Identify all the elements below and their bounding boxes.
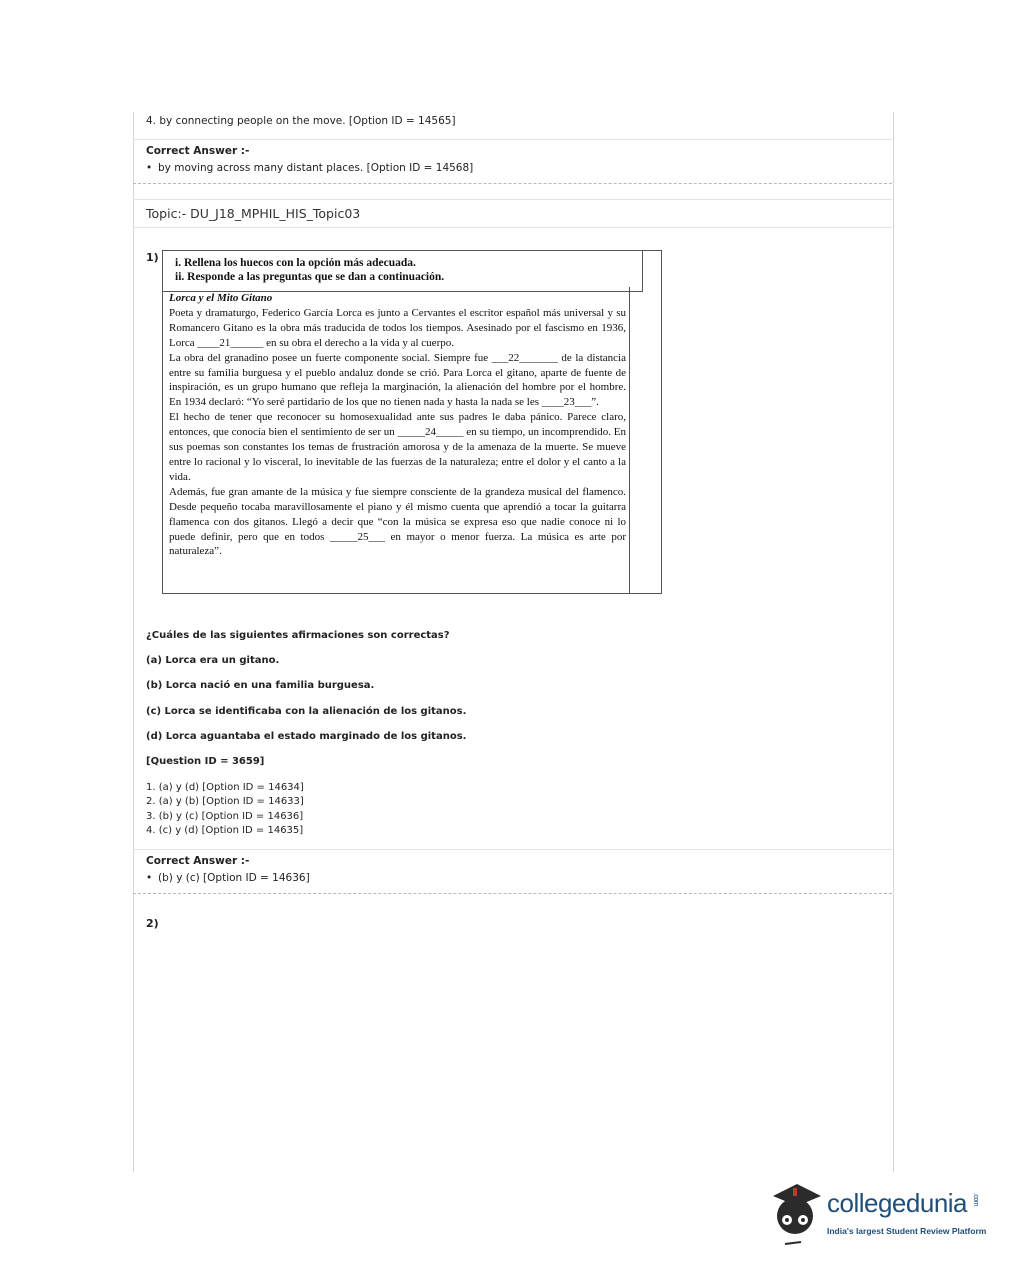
- passage: [163, 287, 630, 593]
- brand-suffix: .com: [972, 1192, 980, 1207]
- brand-name: collegedunia .com: [827, 1188, 980, 1218]
- statement-c: (c) Lorca se identificaba con la alienación de los gitanos.: [146, 706, 467, 717]
- bullet-icon: •: [146, 162, 153, 174]
- question-number: 1): [146, 251, 159, 264]
- topic-divider-top: [133, 199, 892, 200]
- option-2[interactable]: 2. (a) y (b) [Option ID = 14633]: [146, 796, 304, 807]
- topic-divider-bottom: [133, 227, 892, 228]
- correct-answer-label: Correct Answer :-: [146, 855, 250, 867]
- statement-b: (b) Lorca nació en una familia burguesa.: [146, 680, 375, 691]
- passage-paragraph: El hecho de tener que reconocer su homosexualidad ante sus padres le daba pánico. Parece claro, entonces, que conocía bien el sentimiento de ser un _____24_____ en su tiempo, un incomprendido. En sus poemas son constantes los temas de frustración amorosa y de la amenaza de la muerte. Se mueve entre lo racional y lo visceral, lo inevitable de las fuerzas de la naturaleza; entre el dolor y el canto a la vida.: [169, 411, 627, 483]
- question-2-number: 2): [146, 917, 159, 930]
- option-1[interactable]: 1. (a) y (d) [Option ID = 14634]: [146, 782, 304, 793]
- instruction-line: i. Rellena los huecos con la opción más adecuada.: [175, 257, 416, 269]
- bullet-icon: •: [146, 872, 153, 884]
- prev-correct-label: Correct Answer :-: [146, 145, 250, 157]
- correct-answer: • (b) y (c) [Option ID = 14636]: [146, 872, 310, 884]
- passage-paragraph: Poeta y dramaturgo, Federico García Lorca es junto a Cervantes el escritor español más universal y su Romancero Gitano es la obra más traducida de todos los tiempos. Asesinado por el fascismo en 1936, Lorca ____21______ en su obra el derecho a la vida y al cuerpo.: [169, 306, 626, 349]
- collegedunia-logo: [765, 1176, 995, 1246]
- statement-a: (a) Lorca era un gitano.: [146, 655, 280, 666]
- brand-tagline: India's largest Student Review Platform: [827, 1226, 987, 1236]
- instruction-line: ii. Responde a las preguntas que se dan a continuación.: [175, 271, 445, 283]
- divider: [133, 139, 892, 140]
- mascot-icon: [765, 1176, 827, 1246]
- option-4[interactable]: 4. (c) y (d) [Option ID = 14635]: [146, 825, 304, 836]
- question-text: ¿Cuáles de las siguientes afirmaciones son correctas?: [146, 630, 450, 641]
- dashed-divider: [133, 183, 892, 184]
- passage-paragraph: Además, fue gran amante de la música y fue siempre consciente de la grandeza musical del flamenco. Desde pequeño tocaba maravillosamente el piano y él mismo cuenta que aprendió a tocar la guitarra flamenca con dos gitanos. Llegó a decir que “con la música se expresa eso que nadie conoce ni lo puede definir, pero que en todos _____25___ en mayor o menor fuerza. La música es arte por naturaleza”.: [169, 485, 626, 558]
- option-3[interactable]: 3. (b) y (c) [Option ID = 14636]: [146, 811, 304, 822]
- passage-paragraph: La obra del granadino posee un fuerte componente social. Siempre fue ___22_______ de la distancia entre su familia burguesa y el pueblo andaluz donde se crió. Para Lorca el gitano, aparte de fuente de inspiración, es un grupo humano que refleja la marginación, la alienación del hombre por el hombre. En 1934 declaró: “Yo seré partidario de los que no tienen nada y hasta la nada se les ____23___”.: [169, 351, 626, 409]
- passage-box: [162, 250, 662, 594]
- topic-label: Topic:- DU_J18_MPHIL_HIS_Topic03: [146, 206, 361, 221]
- passage-title: Lorca y el Mito Gitano: [169, 292, 273, 304]
- question-id: [Question ID = 3659]: [146, 756, 265, 767]
- prev-option-4: 4. by connecting people on the move. [Option ID = 14565]: [146, 115, 456, 127]
- statement-d: (d) Lorca aguantaba el estado marginado de los gitanos.: [146, 731, 467, 742]
- divider: [133, 849, 892, 850]
- instructions: [163, 251, 643, 292]
- prev-correct-answer: • by moving across many distant places. [Option ID = 14568]: [146, 162, 474, 174]
- dashed-divider: [133, 893, 892, 894]
